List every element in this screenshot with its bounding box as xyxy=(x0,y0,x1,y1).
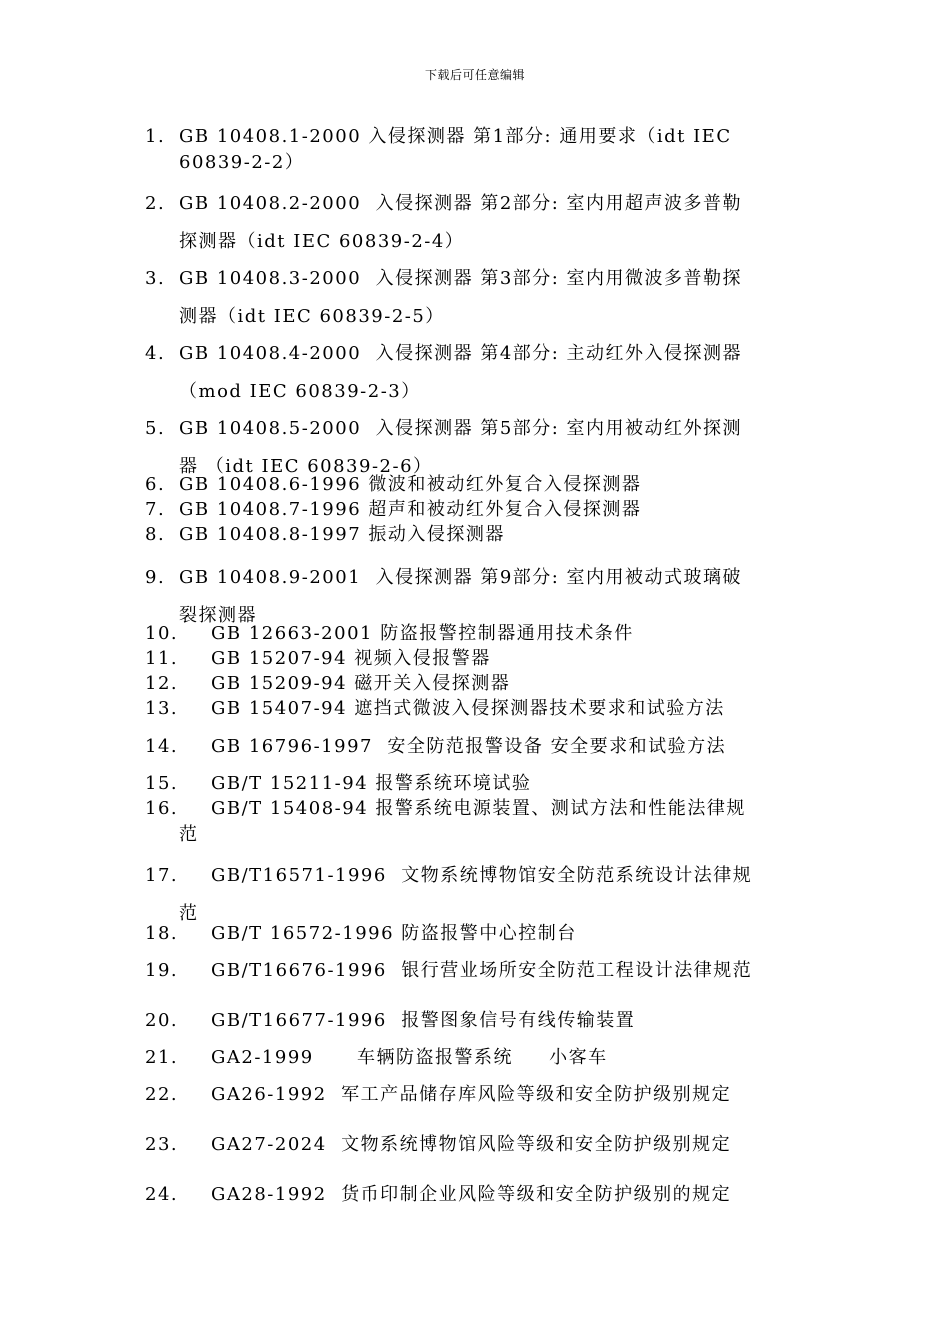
item-number: 22. xyxy=(145,1084,179,1105)
item-number: 17. xyxy=(145,865,179,886)
list-item xyxy=(145,921,810,947)
item-number: 11. xyxy=(145,648,179,669)
item-text: GB 15407-94 遮挡式微波入侵探测器技术要求和试验方法 xyxy=(211,698,725,719)
list-item xyxy=(145,1045,810,1071)
item-number: 7. xyxy=(145,499,166,520)
item-text-cont: （mod IEC 60839-2-3） xyxy=(179,381,421,402)
list-item xyxy=(145,472,810,498)
item-text-cont: 范 xyxy=(179,903,199,924)
item-text-cont: 探测器（idt IEC 60839-2-4） xyxy=(179,231,465,252)
item-text: GB 16796-1997 安全防范报警设备 安全要求和试验方法 xyxy=(211,736,727,757)
item-text-cont: 测器（idt IEC 60839-2-5） xyxy=(179,306,445,327)
item-number: 13. xyxy=(145,698,179,719)
item-number: 1. xyxy=(145,126,166,147)
item-text: GA26-1992 军工产品储存库风险等级和安全防护级别规定 xyxy=(211,1084,732,1105)
item-number: 24. xyxy=(145,1184,179,1205)
item-number: 3. xyxy=(145,268,166,289)
list-item xyxy=(145,696,810,722)
item-text-cont: 器 （idt IEC 60839-2-6） xyxy=(179,456,433,477)
item-text: GB/T16677-1996 报警图象信号有线传输装置 xyxy=(211,1010,636,1031)
page-header: 下载后可任意编辑 xyxy=(424,68,525,82)
item-number: 20. xyxy=(145,1010,179,1031)
list-item xyxy=(145,1182,810,1208)
item-text: GB 10408.3-2000 入侵探测器 第3部分: 室内用微波多普勒探 xyxy=(179,268,743,289)
item-number: 4. xyxy=(145,343,166,364)
list-item xyxy=(145,958,810,984)
list-item xyxy=(145,124,810,176)
item-text: GB 10408.2-2000 入侵探测器 第2部分: 室内用超声波多普勒 xyxy=(179,193,743,214)
list-item xyxy=(145,185,810,261)
item-text: GB 15207-94 视频入侵报警器 xyxy=(211,648,491,669)
item-text: GB 15209-94 磁开关入侵探测器 xyxy=(211,673,511,694)
item-number: 21. xyxy=(145,1047,179,1068)
item-text: GB/T 15211-94 报警系统环境试验 xyxy=(211,773,532,794)
item-number: 23. xyxy=(145,1134,179,1155)
item-number: 16. xyxy=(145,798,179,819)
list-item xyxy=(145,796,810,848)
item-text: GA27-2024 文物系统博物馆风险等级和安全防护级别规定 xyxy=(211,1134,732,1155)
list-item xyxy=(145,522,810,548)
item-number: 19. xyxy=(145,960,179,981)
item-text: GB 10408.1-2000 入侵探测器 第1部分: 通用要求（idt IEC xyxy=(179,126,732,147)
item-text-cont: 60839-2-2） xyxy=(179,152,305,173)
item-number: 14. xyxy=(145,736,179,757)
list-item xyxy=(145,260,810,336)
item-number: 15. xyxy=(145,773,179,794)
list-item xyxy=(145,335,810,411)
list-item xyxy=(145,1008,810,1034)
item-text: GB/T 16572-1996 防盗报警中心控制台 xyxy=(211,923,577,944)
list-item xyxy=(145,497,810,523)
item-number: 5. xyxy=(145,418,166,439)
item-number: 8. xyxy=(145,524,166,545)
item-text: GB/T16676-1996 银行营业场所安全防范工程设计法律规范 xyxy=(211,960,753,981)
item-text: GB 10408.6-1996 微波和被动红外复合入侵探测器 xyxy=(179,474,642,495)
item-number: 10. xyxy=(145,623,179,644)
item-text: GB 12663-2001 防盗报警控制器通用技术条件 xyxy=(211,623,634,644)
list-item xyxy=(145,621,810,647)
item-text: GB/T16571-1996 文物系统博物馆安全防范系统设计法律规 xyxy=(211,865,753,886)
item-text: GA28-1992 货币印制企业风险等级和安全防护级别的规定 xyxy=(211,1184,732,1205)
item-number: 2. xyxy=(145,193,166,214)
list-item xyxy=(145,734,810,760)
item-number: 18. xyxy=(145,923,179,944)
item-text-cont: 裂探测器 xyxy=(179,605,257,626)
item-text: GB 10408.7-1996 超声和被动红外复合入侵探测器 xyxy=(179,499,642,520)
item-text-cont: 范 xyxy=(179,824,199,845)
item-number: 12. xyxy=(145,673,179,694)
item-text: GA2-1999 车辆防盗报警系统 小客车 xyxy=(211,1047,608,1068)
item-text: GB 10408.9-2001 入侵探测器 第9部分: 室内用被动式玻璃破 xyxy=(179,567,743,588)
item-number: 9. xyxy=(145,567,166,588)
item-text: GB/T 15408-94 报警系统电源装置、测试方法和性能法律规 xyxy=(211,798,746,819)
item-text: GB 10408.8-1997 振动入侵探测器 xyxy=(179,524,505,545)
list-item xyxy=(145,646,810,672)
item-text: GB 10408.5-2000 入侵探测器 第5部分: 室内用被动红外探测 xyxy=(179,418,743,439)
item-text: GB 10408.4-2000 入侵探测器 第4部分: 主动红外入侵探测器 xyxy=(179,343,743,364)
list-item xyxy=(145,771,810,797)
list-item xyxy=(145,671,810,697)
list-item xyxy=(145,1082,810,1108)
list-item xyxy=(145,1132,810,1158)
item-number: 6. xyxy=(145,474,166,495)
